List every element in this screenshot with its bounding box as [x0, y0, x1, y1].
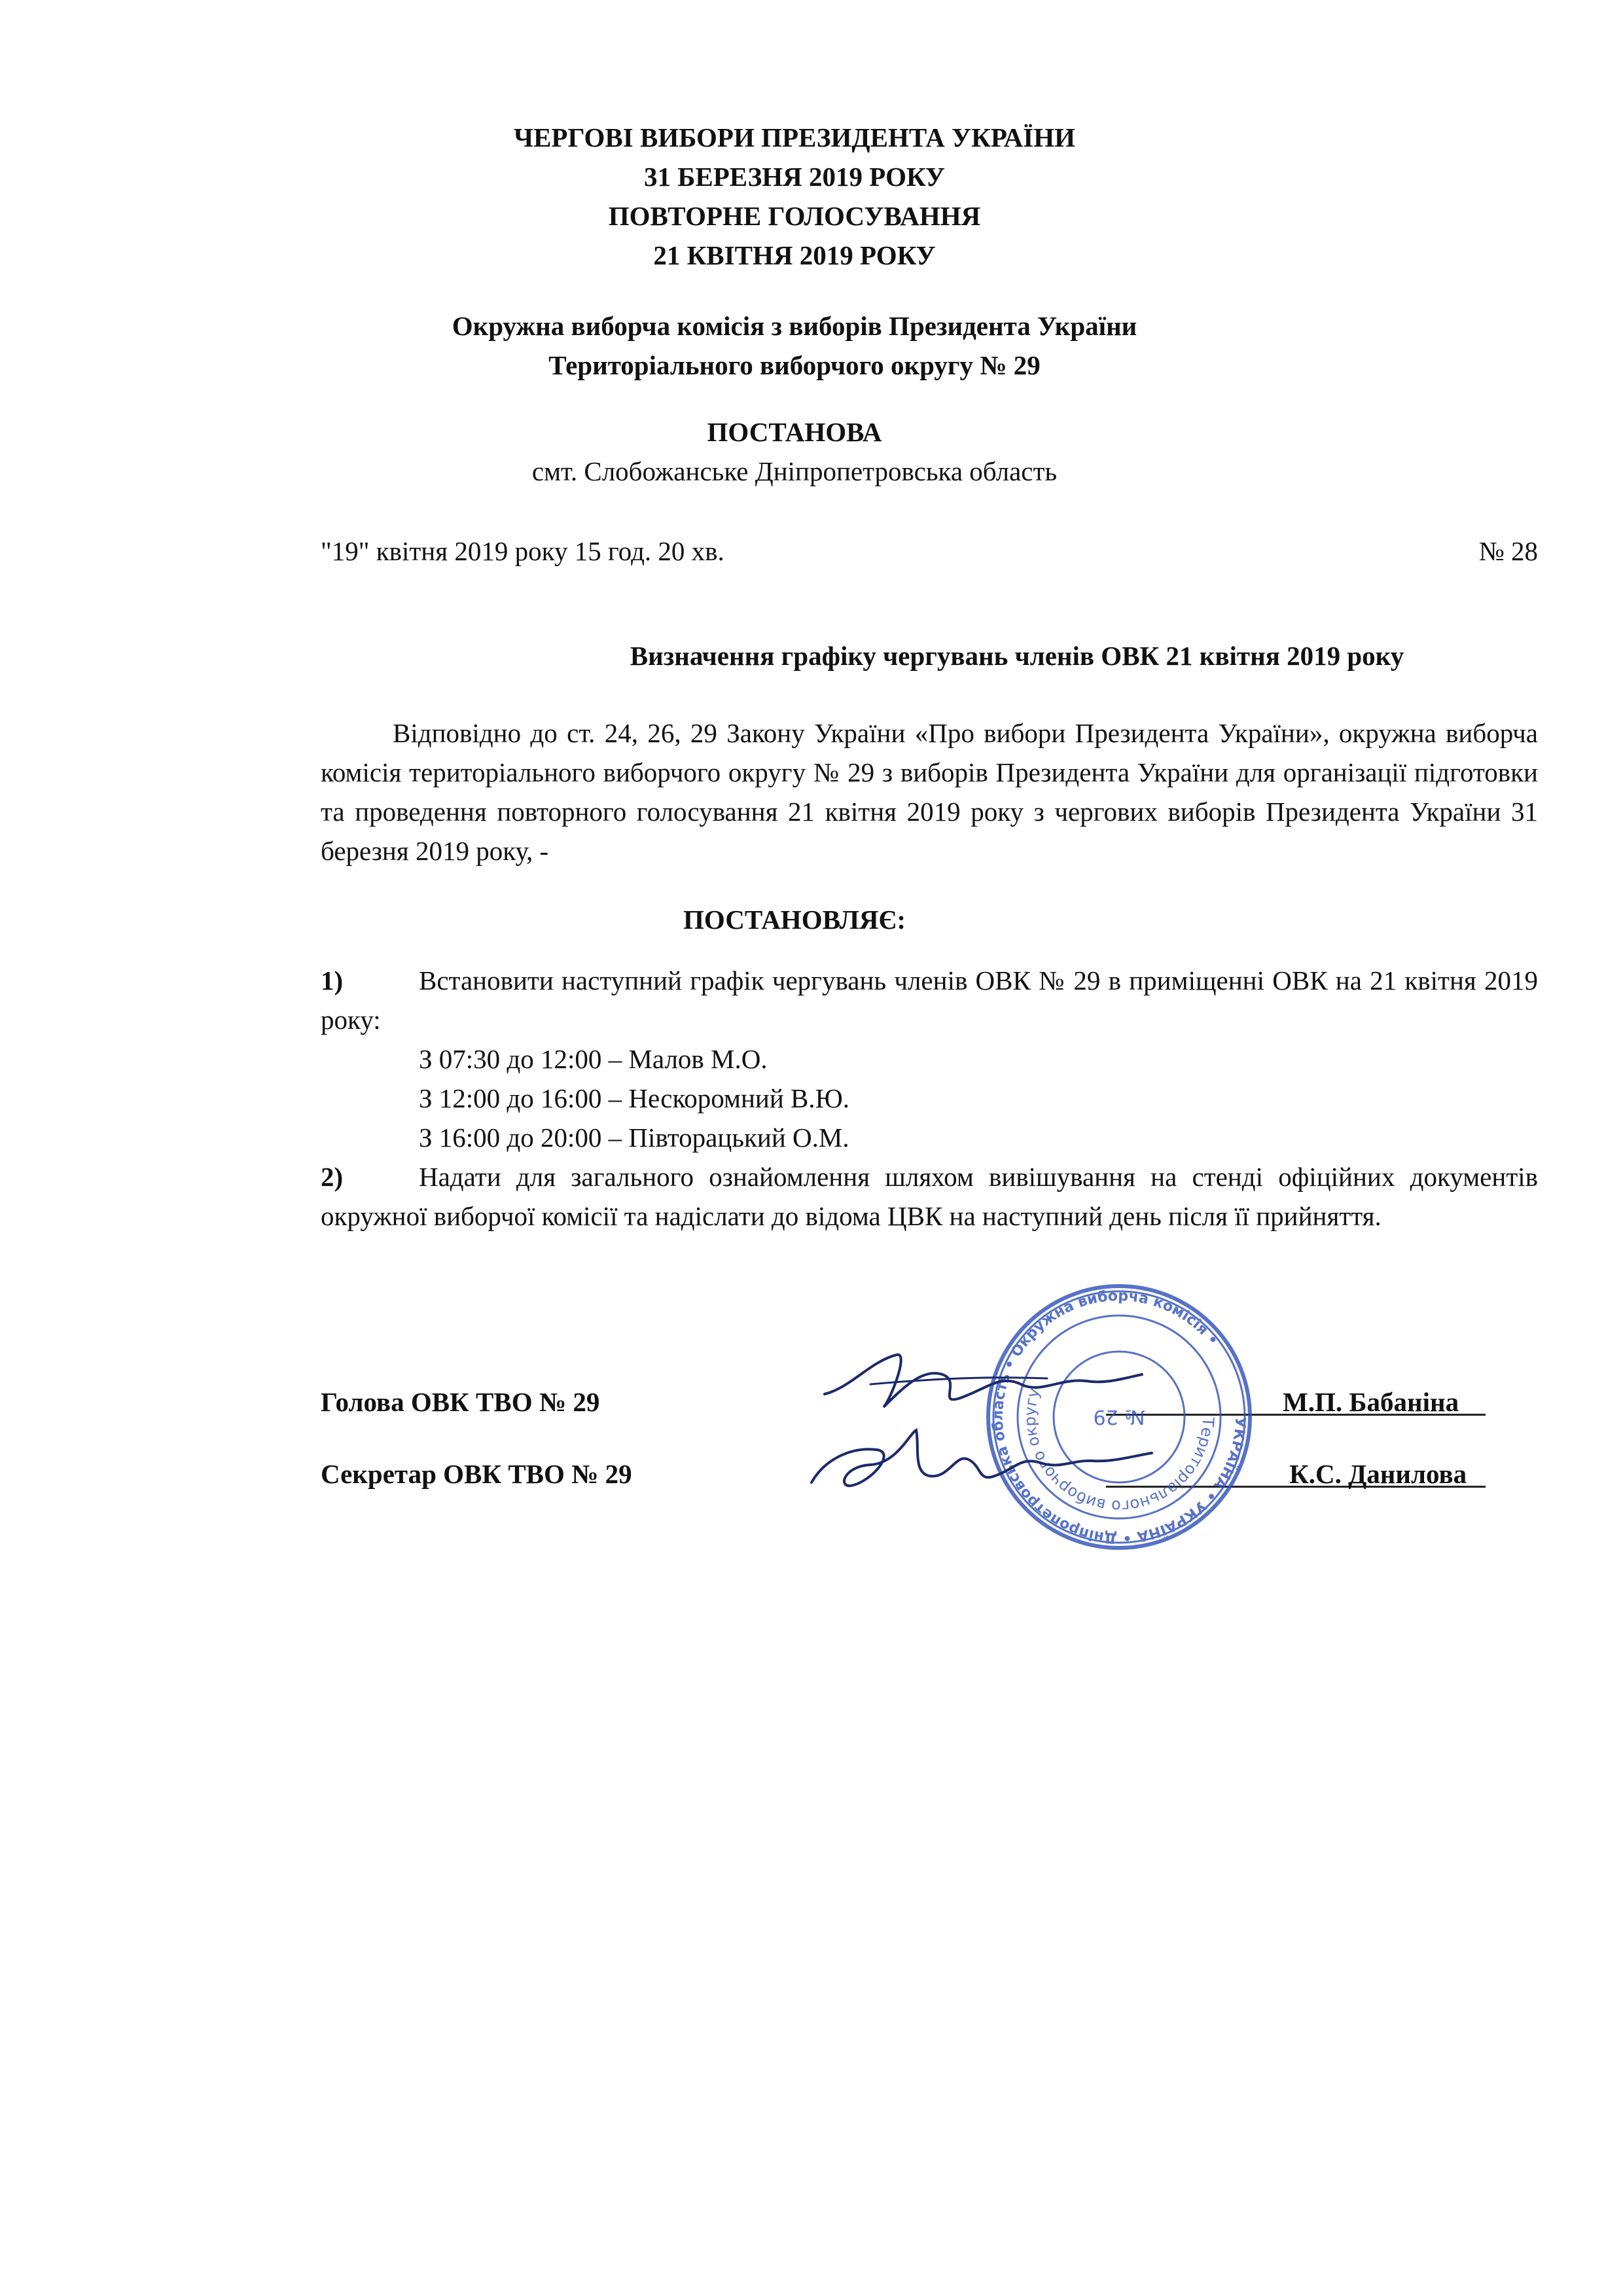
header-line-1: ЧЕРГОВІ ВИБОРИ ПРЕЗИДЕНТА УКРАЇНИ [513, 122, 1076, 152]
item-number: 2) [321, 1162, 344, 1192]
resolution-item-2 [321, 1157, 1538, 1236]
chair-signature-scribble [812, 1348, 1152, 1420]
schedule-entry: З 12:00 до 16:00 – Нескоромний В.Ю. [419, 1083, 850, 1113]
decree-date: "19" квітня 2019 року 15 год. 20 хв. [321, 536, 724, 566]
decree-location: смт. Слобожанське Дніпропетровська область [531, 456, 1058, 486]
resolution-items [321, 961, 1538, 1236]
intro-paragraph: Відповідно до ст. 24, 26, 29 Закону України «Про вибори Президента України», окружна виборча комісія територіального виборчого округу № 29 з виборів Президента України для організації підготовки та проведення повторного голосування 21 квітня 2019 року з чергових виборів Президента України 31 березня 2019 року, - [321, 718, 1538, 866]
decree-subject: Визначення графіку чергувань членів ОВК 21 квітня 2019 року [630, 641, 1404, 671]
header-line-4: 21 КВІТНЯ 2019 РОКУ [653, 240, 936, 270]
committee-line-1: Окружна виборча комісія з виборів Президента України [452, 311, 1137, 341]
schedule-entry: З 07:30 до 12:00 – Малов М.О. [419, 1044, 768, 1074]
stamp-center-text: № 29 [1093, 1405, 1145, 1428]
resolution-item-1 [321, 961, 1538, 1039]
decree-heading [317, 412, 1272, 491]
chair-name: М.П. Бабаніна [1283, 1387, 1459, 1417]
committee-line-2: Територіального виборчого округу № 29 [548, 350, 1041, 380]
decree-title: ПОСТАНОВА [707, 417, 882, 447]
stamp-outer-text: УКРАЇНА • УКРАЇНА • Дніпропетровська область • Окружна виборча комісія • [990, 1287, 1249, 1547]
secretary-name: К.С. Данилова [1289, 1459, 1467, 1489]
secretary-role: Секретар ОВК ТВО № 29 [321, 1459, 632, 1489]
item-text: Встановити наступний графік чергувань членів ОВК № 29 в приміщенні ОВК на 21 квітня 2019 року: [321, 965, 1538, 1035]
header-line-3: ПОВТОРНЕ ГОЛОСУВАННЯ [608, 201, 981, 231]
election-header [317, 118, 1272, 275]
header-line-2: 31 БЕРЕЗНЯ 2019 РОКУ [644, 162, 945, 192]
stamp-inner-text: Територіального виборчого округу [1020, 1386, 1218, 1516]
item-text: Надати для загального ознайомлення шляхом вивішування на стенді офіційних документів окружної виборчої комісії та надіслати до відома ЦВК на наступний день після її прийняття. [321, 1162, 1538, 1231]
resolve-heading: ПОСТАНОВЛЯЄ: [683, 905, 906, 935]
dateline [321, 531, 1538, 571]
item-number: 1) [321, 965, 344, 996]
decree-number: № 28 [1478, 536, 1538, 566]
duty-schedule [321, 1039, 1538, 1157]
chair-role: Голова ОВК ТВО № 29 [321, 1387, 600, 1417]
schedule-entry: З 16:00 до 20:00 – Півторацький О.М. [419, 1122, 849, 1153]
committee-name [317, 306, 1272, 385]
secretary-signature-scribble [798, 1420, 1165, 1499]
